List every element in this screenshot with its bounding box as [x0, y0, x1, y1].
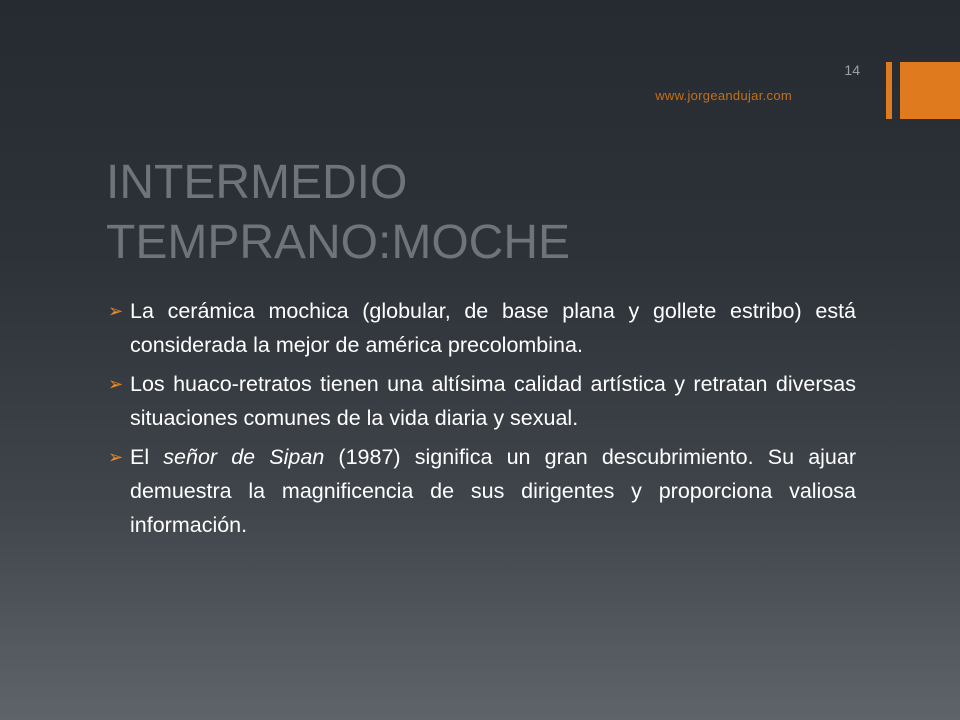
bullet-item — [108, 294, 856, 362]
bullet-item — [108, 367, 856, 435]
bullet-text-post: (1987) significa un gran descubrimiento. Su ajuar demuestra la magnificencia de sus dirigentes y proporciona valiosa información. — [130, 445, 856, 537]
title-line-2: TEMPRANO:MOCHE — [106, 216, 571, 269]
slide-number: 14 — [844, 62, 860, 78]
accent-bar-thick — [900, 62, 960, 119]
arrowhead-bullet-icon: ➢ — [108, 447, 124, 467]
bullet-text-pre: El — [130, 445, 164, 469]
accent-bar-thin — [886, 62, 892, 119]
arrowhead-bullet-icon: ➢ — [108, 301, 124, 321]
bullet-item — [108, 440, 856, 542]
bullet-text: Los huaco-retratos tienen una altísima calidad artística y retratan diversas situaciones comunes de la vida diaria y sexual. — [130, 372, 856, 430]
bullet-list — [108, 294, 856, 547]
slide-title — [106, 153, 866, 273]
title-line-1: INTERMEDIO — [106, 156, 408, 209]
website-url: www.jorgeandujar.com — [655, 88, 792, 103]
bullet-text: La cerámica mochica (globular, de base plana y gollete estribo) está considerada la mejor de américa precolombina. — [130, 299, 856, 357]
bullet-text-italic: señor de Sipan — [163, 445, 325, 469]
arrowhead-bullet-icon: ➢ — [108, 374, 124, 394]
